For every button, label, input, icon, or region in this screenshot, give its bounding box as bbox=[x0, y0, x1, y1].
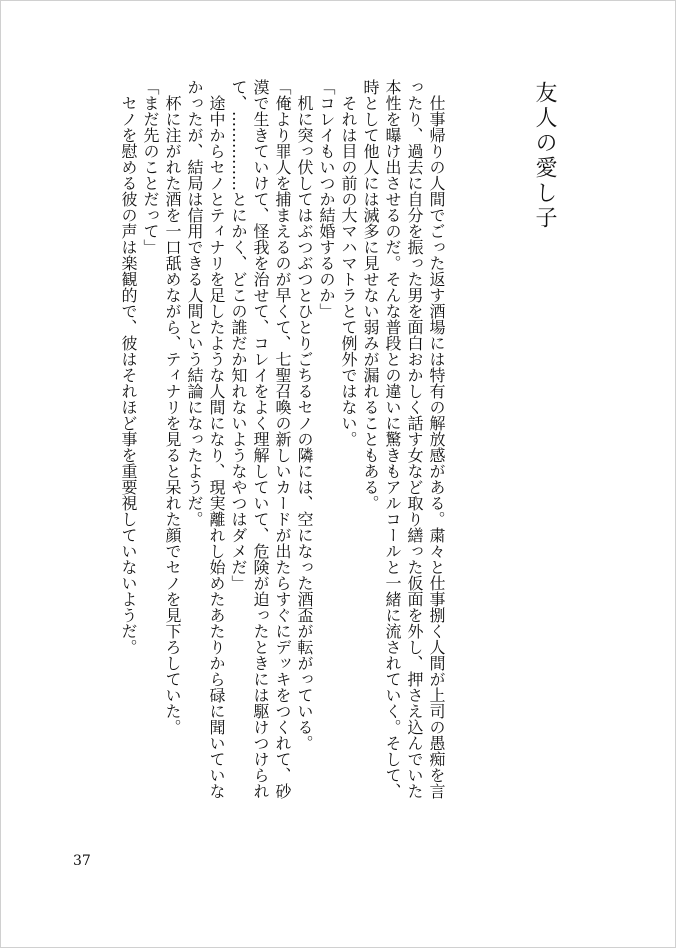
text-line: 「俺より罪人を捕まえるのが早くて、七聖召喚の新しいカードが出たらすぐにデッキをつくれて、砂 bbox=[273, 79, 292, 799]
text-line: 本性を曝け出させるのだ。そんな普段との違いに驚きもアルコールと一緒に流されていく。そして、 bbox=[383, 79, 402, 799]
text-line: 「コレイもいつか結婚するのか」 bbox=[317, 79, 336, 319]
text-line: 漠で生きていけて、怪我を治せて、コレイをよく理解していて、危険が迫ったときには駆けつけられ bbox=[251, 79, 270, 799]
text-line: 机に突っ伏してはぶつぶつとひとりごちるセノの隣には、空になった酒盃が転がっている。 bbox=[295, 79, 314, 751]
text-line: 杯に注がれた酒を一口舐めながら、ティナリを見ると呆れた顔でセノを見下ろしていた。 bbox=[163, 79, 182, 735]
text-line: ったり、過去に自分を振った男を面白おかしく話す女など取り繕った仮面を外し、押さえ込んでいた bbox=[405, 79, 424, 799]
text-line: セノを慰める彼の声は楽観的で、彼はそれほど事を重要視していないようだ。 bbox=[119, 79, 138, 655]
text-line: それは目の前の大マハマトラとて例外ではない。 bbox=[339, 79, 358, 447]
text-line: かったが、結局は信用できる人間という結論になったようだ。 bbox=[185, 79, 204, 527]
text-line: 時として他人には滅多に見せない弱みが漏れることもある。 bbox=[361, 79, 380, 511]
body-text bbox=[29, 79, 447, 819]
text-line: て、……………とにかく、どこの誰だか知れないようなやつはダメだ」 bbox=[229, 79, 248, 591]
chapter-title: 友人の愛し子 bbox=[532, 81, 557, 231]
text-line: 途中からセノとティナリを足したような人間になり、現実離れし始めたあたりから碌に聞いていな bbox=[207, 79, 226, 799]
text-line: 仕事帰りの人間でごった返す酒場には特有の解放感がある。粛々と仕事捌く人間が上司の愚痴を言 bbox=[427, 79, 446, 799]
page-number: 37 bbox=[73, 853, 91, 869]
text-line: 「まだ先のことだって」 bbox=[141, 79, 160, 255]
